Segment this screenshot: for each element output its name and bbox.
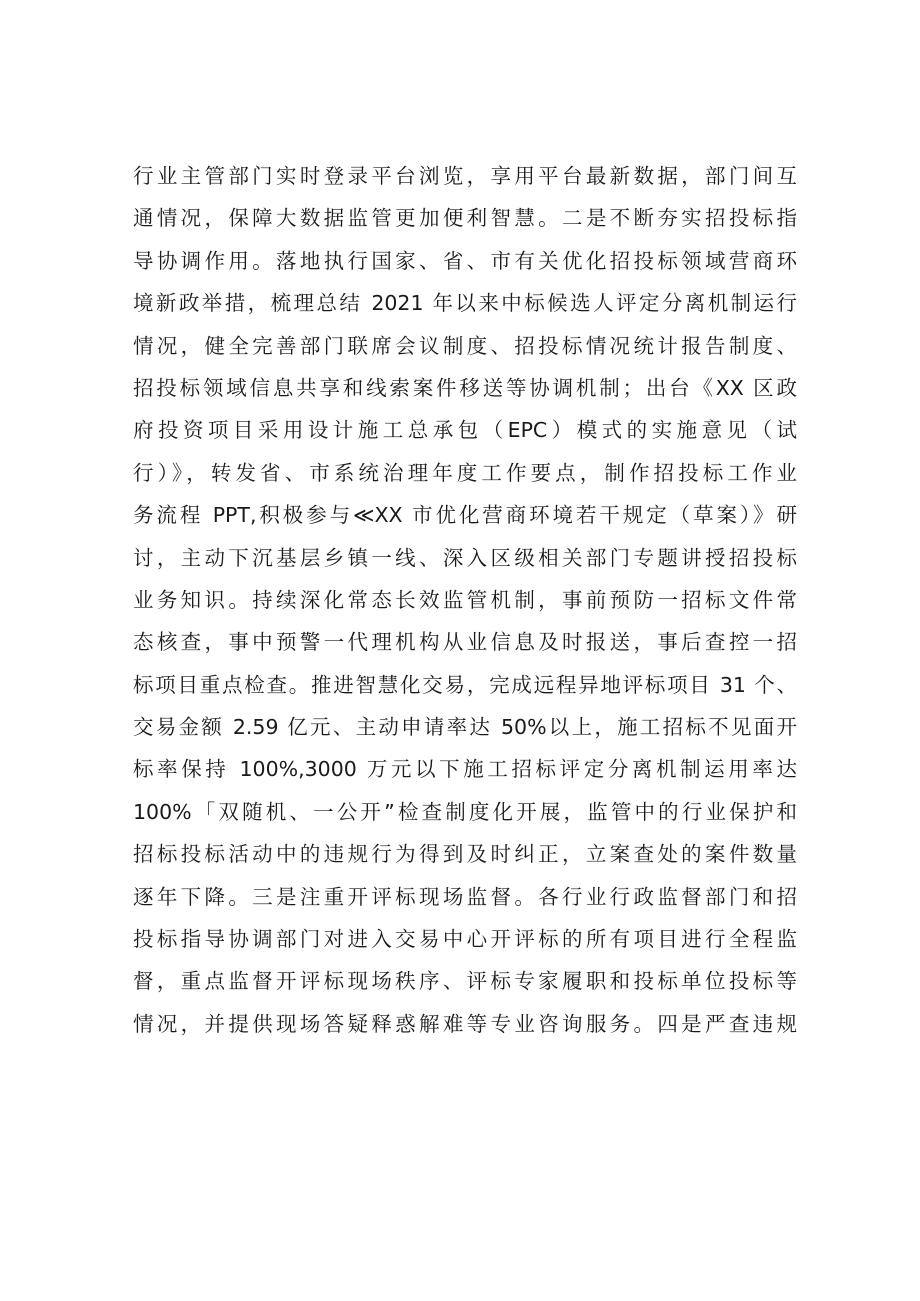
text-line: 府投资项目采用设计施工总承包（EPC）模式的实施意见（试 xyxy=(133,418,797,443)
text-line: 业务知识。持续深化常态长效监管机制，事前预防一招标文件常 xyxy=(133,587,797,612)
text-line: 情况，并提供现场答疑释惑解难等专业咨询服务。四是严查违规 xyxy=(133,1011,797,1036)
text-line: 情况，健全完善部门联席会议制度、招投标情况统计报告制度、 xyxy=(133,333,797,358)
text-line: 招投标领域信息共享和线索案件移送等协调机制；出台《XX 区政 xyxy=(133,375,797,400)
text-line: 督，重点监督开评标现场秩序、评标专家履职和投标单位投标等 xyxy=(133,969,797,994)
text-line: 导协调作用。落地执行国家、省、市有关优化招投标领域营商环 xyxy=(133,248,797,273)
text-line: 投标指导协调部门对进入交易中心开评标的所有项目进行全程监 xyxy=(133,927,797,952)
text-line: 逐年下降。三是注重开评标现场监督。各行业行政监督部门和招 xyxy=(133,884,797,909)
body-paragraph xyxy=(133,155,797,1045)
text-line: 务流程 PPT,积极参与≪XX 市优化营商环境若干规定（草案）》研 xyxy=(133,503,797,528)
text-line: 态核查，事中预警一代理机构从业信息及时报送，事后查控一招 xyxy=(133,630,797,655)
text-line: 100%「双随机、一公开”检查制度化开展，监管中的行业保护和 xyxy=(133,799,797,824)
text-line: 境新政举措，梳理总结 2021 年以来中标候选人评定分离机制运行 xyxy=(133,291,797,316)
text-line: 交易金额 2.59 亿元、主动申请率达 50%以上，施工招标不见面开 xyxy=(133,715,797,740)
text-line: 标率保持 100%,3000 万元以下施工招标评定分离机制运用率达 xyxy=(133,757,797,782)
text-line: 行）》，转发省、市系统治理年度工作要点，制作招投标工作业 xyxy=(133,460,797,485)
text-line: 行业主管部门实时登录平台浏览，享用平台最新数据，部门间互 xyxy=(133,164,797,188)
text-line: 标项目重点检查。推进智慧化交易，完成远程异地评标项目 31 个、 xyxy=(133,672,797,697)
text-line: 招标投标活动中的违规行为得到及时纠正，立案查处的案件数量 xyxy=(133,842,797,867)
text-line: 讨，主动下沉基层乡镇一线、深入区级相关部门专题讲授招投标 xyxy=(133,545,797,570)
text-line: 通情况，保障大数据监管更加便利智慧。二是不断夯实招投标指 xyxy=(133,206,797,231)
